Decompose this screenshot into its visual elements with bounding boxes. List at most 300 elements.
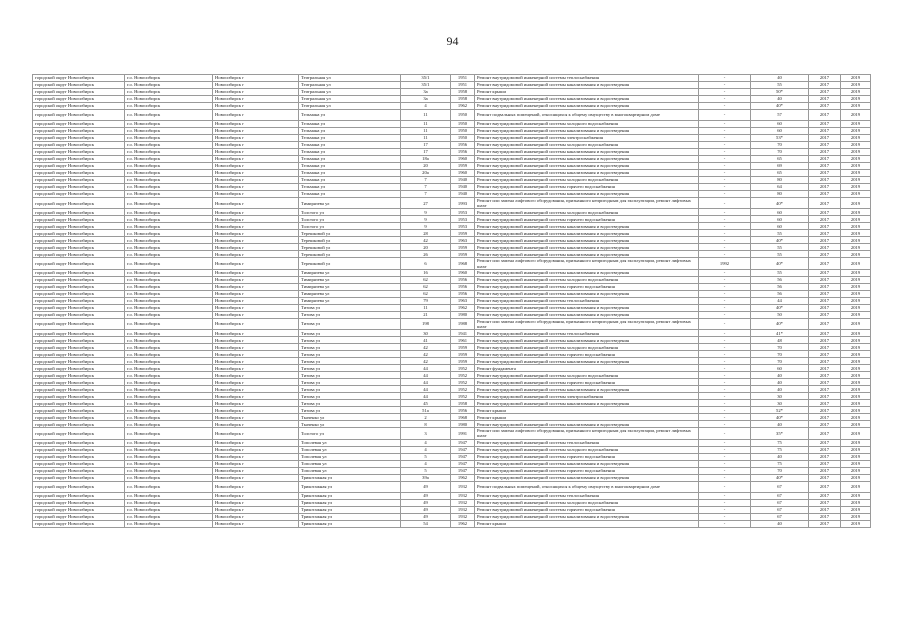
end-year-cell: 2019 bbox=[841, 297, 871, 304]
extra-year-cell: - bbox=[699, 237, 751, 244]
settlement-cell: Новосибирск г bbox=[213, 358, 299, 365]
street-cell: Титова ул bbox=[299, 304, 401, 311]
table-row bbox=[33, 453, 871, 460]
municipality-cell: городской округ Новосибирск bbox=[33, 330, 125, 337]
city-cell: г.о. Новосибирск bbox=[125, 184, 213, 191]
table-row bbox=[33, 156, 871, 163]
build-year-cell: 1993 bbox=[451, 198, 475, 209]
cost-cell: 60 bbox=[751, 128, 809, 135]
house-number-cell: 9 bbox=[401, 209, 451, 216]
street-cell: Ткаченко ул bbox=[299, 421, 401, 428]
work-type-cell: Ремонт внутридомовой инженерной системы горячего водоснабжения bbox=[475, 453, 699, 460]
table-row bbox=[33, 481, 871, 492]
table-body bbox=[33, 75, 871, 528]
municipality-cell: городской округ Новосибирск bbox=[33, 216, 125, 223]
city-cell: г.о. Новосибирск bbox=[125, 258, 213, 269]
settlement-cell: Новосибирск г bbox=[213, 446, 299, 453]
settlement-cell: Новосибирск г bbox=[213, 304, 299, 311]
house-number-cell: 3 bbox=[401, 428, 451, 439]
end-year-cell: 2019 bbox=[841, 103, 871, 110]
city-cell: г.о. Новосибирск bbox=[125, 506, 213, 513]
end-year-cell: 2019 bbox=[841, 75, 871, 82]
work-type-cell: Ремонт крыши bbox=[475, 407, 699, 414]
cost-cell: 60 bbox=[751, 209, 809, 216]
table-row bbox=[33, 379, 871, 386]
work-type-cell: Ремонт крыши bbox=[475, 89, 699, 96]
table-row bbox=[33, 330, 871, 337]
settlement-cell: Новосибирск г bbox=[213, 379, 299, 386]
start-year-cell: 2017 bbox=[809, 209, 841, 216]
settlement-cell: Новосибирск г bbox=[213, 481, 299, 492]
work-type-cell: Ремонт внутридомовой инженерной системы электроснабжения bbox=[475, 135, 699, 142]
extra-year-cell: - bbox=[699, 513, 751, 520]
house-number-cell: 9 bbox=[401, 216, 451, 223]
municipality-cell: городской округ Новосибирск bbox=[33, 244, 125, 251]
cost-cell: 67 bbox=[751, 492, 809, 499]
city-cell: г.о. Новосибирск bbox=[125, 209, 213, 216]
extra-year-cell: - bbox=[699, 251, 751, 258]
end-year-cell: 2019 bbox=[841, 446, 871, 453]
extra-year-cell: - bbox=[699, 337, 751, 344]
settlement-cell: Новосибирск г bbox=[213, 365, 299, 372]
settlement-cell: Новосибирск г bbox=[213, 421, 299, 428]
work-type-cell: Ремонт внутридомовой инженерной системы холодного водоснабжения bbox=[475, 121, 699, 128]
municipality-cell: городской округ Новосибирск bbox=[33, 290, 125, 297]
end-year-cell: 2019 bbox=[841, 365, 871, 372]
municipality-cell: городской округ Новосибирск bbox=[33, 89, 125, 96]
city-cell: г.о. Новосибирск bbox=[125, 290, 213, 297]
settlement-cell: Новосибирск г bbox=[213, 184, 299, 191]
start-year-cell: 2017 bbox=[809, 379, 841, 386]
settlement-cell: Новосибирск г bbox=[213, 89, 299, 96]
extra-year-cell: - bbox=[699, 184, 751, 191]
settlement-cell: Новосибирск г bbox=[213, 237, 299, 244]
street-cell: Тимирязева ул bbox=[299, 290, 401, 297]
build-year-cell: 1950 bbox=[451, 128, 475, 135]
build-year-cell: 1953 bbox=[451, 216, 475, 223]
extra-year-cell: - bbox=[699, 82, 751, 89]
street-cell: Тимирязева ул bbox=[299, 276, 401, 283]
cost-cell: 40 bbox=[751, 520, 809, 527]
street-cell: Титова ул bbox=[299, 386, 401, 393]
build-year-cell: 1940 bbox=[451, 184, 475, 191]
house-number-cell: 11 bbox=[401, 135, 451, 142]
municipality-cell: городской округ Новосибирск bbox=[33, 474, 125, 481]
build-year-cell: 1968 bbox=[451, 258, 475, 269]
extra-year-cell: - bbox=[699, 191, 751, 198]
street-cell: Титова ул bbox=[299, 330, 401, 337]
municipality-cell: городской округ Новосибирск bbox=[33, 506, 125, 513]
start-year-cell: 2017 bbox=[809, 128, 841, 135]
build-year-cell: 1956 bbox=[451, 407, 475, 414]
cost-cell: 67 bbox=[751, 499, 809, 506]
street-cell: Театральная ул bbox=[299, 96, 401, 103]
build-year-cell: 1960 bbox=[451, 156, 475, 163]
municipality-cell: городской округ Новосибирск bbox=[33, 75, 125, 82]
settlement-cell: Новосибирск г bbox=[213, 460, 299, 467]
start-year-cell: 2017 bbox=[809, 96, 841, 103]
cost-cell: 40 bbox=[751, 372, 809, 379]
street-cell: Тополевая ул bbox=[299, 460, 401, 467]
table-row bbox=[33, 344, 871, 351]
street-cell: Толстого ул bbox=[299, 209, 401, 216]
work-type-cell: Ремонт внутридомовой инженерной системы канализования и водоотведения bbox=[475, 170, 699, 177]
settlement-cell: Новосибирск г bbox=[213, 96, 299, 103]
settlement-cell: Новосибирск г bbox=[213, 453, 299, 460]
end-year-cell: 2019 bbox=[841, 304, 871, 311]
municipality-cell: городской округ Новосибирск bbox=[33, 400, 125, 407]
table-row bbox=[33, 393, 871, 400]
build-year-cell: 1956 bbox=[451, 149, 475, 156]
city-cell: г.о. Новосибирск bbox=[125, 304, 213, 311]
city-cell: г.о. Новосибирск bbox=[125, 170, 213, 177]
house-number-cell: 16 bbox=[401, 269, 451, 276]
house-number-cell: 27 bbox=[401, 198, 451, 209]
build-year-cell: 1960 bbox=[451, 170, 475, 177]
work-type-cell: Ремонт внутридомовой инженерной системы холодного водоснабжения bbox=[475, 372, 699, 379]
street-cell: Толстого ул bbox=[299, 216, 401, 223]
work-type-cell: Ремонт внутридомовой инженерной системы канализования и водоотведения bbox=[475, 244, 699, 251]
work-type-cell: Ремонт внутридомовой инженерной системы канализования и водоотведения bbox=[475, 290, 699, 297]
municipality-cell: городской округ Новосибирск bbox=[33, 311, 125, 318]
settlement-cell: Новосибирск г bbox=[213, 135, 299, 142]
extra-year-cell: - bbox=[699, 223, 751, 230]
extra-year-cell: - bbox=[699, 75, 751, 82]
work-type-cell: Ремонт подвальных помещений, относящихся к общему имуществу в многоквартирном доме bbox=[475, 481, 699, 492]
city-cell: г.о. Новосибирск bbox=[125, 379, 213, 386]
start-year-cell: 2017 bbox=[809, 446, 841, 453]
extra-year-cell: - bbox=[699, 474, 751, 481]
start-year-cell: 2017 bbox=[809, 177, 841, 184]
end-year-cell: 2019 bbox=[841, 379, 871, 386]
end-year-cell: 2019 bbox=[841, 156, 871, 163]
street-cell: Тельмана ул bbox=[299, 149, 401, 156]
extra-year-cell: - bbox=[699, 283, 751, 290]
street-cell: Титова ул bbox=[299, 400, 401, 407]
build-year-cell: 1963 bbox=[451, 237, 475, 244]
end-year-cell: 2019 bbox=[841, 96, 871, 103]
work-type-cell: Ремонт внутридомовой инженерной системы холодного водоснабжения bbox=[475, 177, 699, 184]
table-row bbox=[33, 82, 871, 89]
municipality-cell: городской округ Новосибирск bbox=[33, 351, 125, 358]
street-cell: Тельмана ул bbox=[299, 121, 401, 128]
build-year-cell: 1953 bbox=[451, 223, 475, 230]
cost-cell: 50 bbox=[751, 311, 809, 318]
settlement-cell: Новосибирск г bbox=[213, 492, 299, 499]
extra-year-cell: - bbox=[699, 170, 751, 177]
start-year-cell: 2017 bbox=[809, 428, 841, 439]
street-cell: Терешковой ул bbox=[299, 230, 401, 237]
work-type-cell: Ремонт внутридомовой инженерной системы теплоснабжения bbox=[475, 439, 699, 446]
house-number-cell: 30 bbox=[401, 330, 451, 337]
table-row bbox=[33, 216, 871, 223]
city-cell: г.о. Новосибирск bbox=[125, 400, 213, 407]
table-row bbox=[33, 365, 871, 372]
house-number-cell: 11 bbox=[401, 121, 451, 128]
house-number-cell: 17 bbox=[401, 142, 451, 149]
table-row bbox=[33, 121, 871, 128]
house-number-cell: 44 bbox=[401, 379, 451, 386]
end-year-cell: 2019 bbox=[841, 135, 871, 142]
build-year-cell: 1941 bbox=[451, 330, 475, 337]
work-type-cell: Ремонт внутридомовой инженерной системы канализования и водоотведения bbox=[475, 103, 699, 110]
house-number-cell: 44 bbox=[401, 393, 451, 400]
municipality-cell: городской округ Новосибирск bbox=[33, 177, 125, 184]
extra-year-cell: - bbox=[699, 128, 751, 135]
cost-cell: 50* bbox=[751, 89, 809, 96]
build-year-cell: 1932 bbox=[451, 499, 475, 506]
cost-cell: 67 bbox=[751, 513, 809, 520]
municipality-cell: городской округ Новосибирск bbox=[33, 481, 125, 492]
extra-year-cell: - bbox=[699, 244, 751, 251]
build-year-cell: 1950 bbox=[451, 135, 475, 142]
build-year-cell: 1958 bbox=[451, 400, 475, 407]
start-year-cell: 2017 bbox=[809, 492, 841, 499]
city-cell: г.о. Новосибирск bbox=[125, 156, 213, 163]
start-year-cell: 2017 bbox=[809, 304, 841, 311]
table-row bbox=[33, 421, 871, 428]
street-cell: Терешковой ул bbox=[299, 258, 401, 269]
city-cell: г.о. Новосибирск bbox=[125, 230, 213, 237]
street-cell: Тельмана ул bbox=[299, 170, 401, 177]
municipality-cell: городской округ Новосибирск bbox=[33, 110, 125, 121]
end-year-cell: 2019 bbox=[841, 414, 871, 421]
house-number-cell: 49 bbox=[401, 492, 451, 499]
street-cell: Титова ул bbox=[299, 318, 401, 329]
end-year-cell: 2019 bbox=[841, 82, 871, 89]
extra-year-cell: - bbox=[699, 297, 751, 304]
end-year-cell: 2019 bbox=[841, 439, 871, 446]
table-row bbox=[33, 283, 871, 290]
city-cell: г.о. Новосибирск bbox=[125, 492, 213, 499]
settlement-cell: Новосибирск г bbox=[213, 121, 299, 128]
cost-cell: 60 bbox=[751, 216, 809, 223]
table-row bbox=[33, 372, 871, 379]
house-number-cell: 49 bbox=[401, 506, 451, 513]
municipality-cell: городской округ Новосибирск bbox=[33, 121, 125, 128]
cost-cell: 40* bbox=[751, 318, 809, 329]
municipality-cell: городской округ Новосибирск bbox=[33, 276, 125, 283]
start-year-cell: 2017 bbox=[809, 481, 841, 492]
build-year-cell: 1962 bbox=[451, 520, 475, 527]
municipality-cell: городской округ Новосибирск bbox=[33, 223, 125, 230]
start-year-cell: 2017 bbox=[809, 453, 841, 460]
cost-cell: 75 bbox=[751, 460, 809, 467]
work-type-cell: Ремонт внутридомовой инженерной системы канализования и водоотведения bbox=[475, 82, 699, 89]
extra-year-cell: - bbox=[699, 276, 751, 283]
work-type-cell: Ремонт внутридомовой инженерной системы канализования и водоотведения bbox=[475, 474, 699, 481]
house-number-cell: 11 bbox=[401, 304, 451, 311]
start-year-cell: 2017 bbox=[809, 337, 841, 344]
house-number-cell: 35/1 bbox=[401, 82, 451, 89]
work-type-cell: Ремонт внутридомовой инженерной системы канализования и водоотведения bbox=[475, 400, 699, 407]
work-type-cell: Ремонт внутридомовой инженерной системы горячего водоснабжения bbox=[475, 216, 699, 223]
settlement-cell: Новосибирск г bbox=[213, 393, 299, 400]
build-year-cell: 1932 bbox=[451, 481, 475, 492]
extra-year-cell: - bbox=[699, 372, 751, 379]
municipality-cell: городской округ Новосибирск bbox=[33, 251, 125, 258]
table-row bbox=[33, 177, 871, 184]
street-cell: Тимирязева ул bbox=[299, 297, 401, 304]
house-number-cell: 28 bbox=[401, 230, 451, 237]
work-type-cell: Ремонт крыши bbox=[475, 520, 699, 527]
end-year-cell: 2019 bbox=[841, 276, 871, 283]
cost-cell: 55 bbox=[751, 230, 809, 237]
city-cell: г.о. Новосибирск bbox=[125, 520, 213, 527]
street-cell: Титова ул bbox=[299, 311, 401, 318]
house-number-cell: 42 bbox=[401, 358, 451, 365]
city-cell: г.о. Новосибирск bbox=[125, 269, 213, 276]
table-row bbox=[33, 311, 871, 318]
table-row bbox=[33, 244, 871, 251]
house-number-cell: 4 bbox=[401, 460, 451, 467]
street-cell: Тополевая ул bbox=[299, 453, 401, 460]
settlement-cell: Новосибирск г bbox=[213, 198, 299, 209]
house-number-cell: 21 bbox=[401, 311, 451, 318]
table-row bbox=[33, 75, 871, 82]
municipality-cell: городской округ Новосибирск bbox=[33, 184, 125, 191]
street-cell: Тельмана ул bbox=[299, 156, 401, 163]
settlement-cell: Новосибирск г bbox=[213, 276, 299, 283]
end-year-cell: 2019 bbox=[841, 269, 871, 276]
street-cell: Тополевая ул bbox=[299, 467, 401, 474]
cost-cell: 80 bbox=[751, 191, 809, 198]
municipality-cell: городской округ Новосибирск bbox=[33, 318, 125, 329]
municipality-cell: городской округ Новосибирск bbox=[33, 421, 125, 428]
settlement-cell: Новосибирск г bbox=[213, 499, 299, 506]
table-row bbox=[33, 223, 871, 230]
extra-year-cell: - bbox=[699, 304, 751, 311]
city-cell: г.о. Новосибирск bbox=[125, 330, 213, 337]
start-year-cell: 2017 bbox=[809, 386, 841, 393]
city-cell: г.о. Новосибирск bbox=[125, 481, 213, 492]
table-row bbox=[33, 520, 871, 527]
city-cell: г.о. Новосибирск bbox=[125, 428, 213, 439]
build-year-cell: 1988 bbox=[451, 318, 475, 329]
cost-cell: 48 bbox=[751, 337, 809, 344]
street-cell: Терешковой ул bbox=[299, 237, 401, 244]
extra-year-cell: - bbox=[699, 400, 751, 407]
work-type-cell: Ремонт внутридомовой инженерной системы канализования и водоотведения bbox=[475, 337, 699, 344]
extra-year-cell: - bbox=[699, 414, 751, 421]
city-cell: г.о. Новосибирск bbox=[125, 467, 213, 474]
work-type-cell: Ремонт или замена лифтового оборудования, признанного непригодным для эксплуатации, ремонт лифтовых шахт bbox=[475, 318, 699, 329]
municipality-cell: городской округ Новосибирск bbox=[33, 237, 125, 244]
municipality-cell: городской округ Новосибирск bbox=[33, 337, 125, 344]
municipality-cell: городской округ Новосибирск bbox=[33, 467, 125, 474]
build-year-cell: 1959 bbox=[451, 344, 475, 351]
extra-year-cell: - bbox=[699, 330, 751, 337]
house-number-cell: 26 bbox=[401, 251, 451, 258]
table-row bbox=[33, 407, 871, 414]
settlement-cell: Новосибирск г bbox=[213, 177, 299, 184]
build-year-cell: 1952 bbox=[451, 393, 475, 400]
street-cell: Тимирязева ул bbox=[299, 283, 401, 290]
work-type-cell: Ремонт внутридомовой инженерной системы канализования и водоотведения bbox=[475, 513, 699, 520]
cost-cell: 40 bbox=[751, 379, 809, 386]
build-year-cell: 1956 bbox=[451, 290, 475, 297]
house-number-cell: 4 bbox=[401, 103, 451, 110]
table-row bbox=[33, 142, 871, 149]
build-year-cell: 1962 bbox=[451, 474, 475, 481]
end-year-cell: 2019 bbox=[841, 128, 871, 135]
work-type-cell: Ремонт внутридомовой инженерной системы горячего водоснабжения bbox=[475, 283, 699, 290]
start-year-cell: 2017 bbox=[809, 276, 841, 283]
end-year-cell: 2019 bbox=[841, 520, 871, 527]
extra-year-cell: - bbox=[699, 142, 751, 149]
street-cell: Трикотажная ул bbox=[299, 474, 401, 481]
work-type-cell: Ремонт внутридомовой инженерной системы канализования и водоотведения bbox=[475, 421, 699, 428]
house-number-cell: 4 bbox=[401, 446, 451, 453]
extra-year-cell: - bbox=[699, 453, 751, 460]
build-year-cell: 1956 bbox=[451, 142, 475, 149]
cost-cell: 70 bbox=[751, 142, 809, 149]
end-year-cell: 2019 bbox=[841, 184, 871, 191]
start-year-cell: 2017 bbox=[809, 506, 841, 513]
municipality-cell: городской округ Новосибирск bbox=[33, 520, 125, 527]
municipality-cell: городской округ Новосибирск bbox=[33, 142, 125, 149]
work-type-cell: Ремонт внутридомовой инженерной системы теплоснабжения bbox=[475, 492, 699, 499]
work-type-cell: Ремонт внутридомовой инженерной системы горячего водоснабжения bbox=[475, 184, 699, 191]
work-type-cell: Ремонт или замена лифтового оборудования, признанного непригодным для эксплуатации, ремонт лифтовых шахт bbox=[475, 428, 699, 439]
extra-year-cell: - bbox=[699, 177, 751, 184]
build-year-cell: 1962 bbox=[451, 304, 475, 311]
house-number-cell: 5 bbox=[401, 467, 451, 474]
street-cell: Терешковой ул bbox=[299, 244, 401, 251]
extra-year-cell: - bbox=[699, 103, 751, 110]
city-cell: г.о. Новосибирск bbox=[125, 135, 213, 142]
end-year-cell: 2019 bbox=[841, 499, 871, 506]
city-cell: г.о. Новосибирск bbox=[125, 75, 213, 82]
work-type-cell: Ремонт внутридомовой инженерной системы холодного водоснабжения bbox=[475, 344, 699, 351]
start-year-cell: 2017 bbox=[809, 467, 841, 474]
city-cell: г.о. Новосибирск bbox=[125, 283, 213, 290]
municipality-cell: городской округ Новосибирск bbox=[33, 386, 125, 393]
cost-cell: 35* bbox=[751, 428, 809, 439]
street-cell: Титова ул bbox=[299, 337, 401, 344]
house-number-cell: 49 bbox=[401, 513, 451, 520]
street-cell: Театральная ул bbox=[299, 82, 401, 89]
house-number-cell: 20 bbox=[401, 163, 451, 170]
build-year-cell: 1932 bbox=[451, 513, 475, 520]
extra-year-cell: - bbox=[699, 407, 751, 414]
cost-cell: 60 bbox=[751, 223, 809, 230]
house-number-cell: 44 bbox=[401, 372, 451, 379]
work-type-cell: Ремонт внутридомовой инженерной системы холодного водоснабжения bbox=[475, 446, 699, 453]
end-year-cell: 2019 bbox=[841, 351, 871, 358]
extra-year-cell: - bbox=[699, 421, 751, 428]
build-year-cell: 1980 bbox=[451, 421, 475, 428]
cost-cell: 60 bbox=[751, 121, 809, 128]
start-year-cell: 2017 bbox=[809, 499, 841, 506]
start-year-cell: 2017 bbox=[809, 520, 841, 527]
house-number-cell: 49 bbox=[401, 481, 451, 492]
start-year-cell: 2017 bbox=[809, 82, 841, 89]
work-type-cell: Ремонт внутридомовой инженерной системы канализования и водоотведения bbox=[475, 163, 699, 170]
table-row bbox=[33, 318, 871, 329]
municipality-cell: городской округ Новосибирск bbox=[33, 344, 125, 351]
cost-cell: 40* bbox=[751, 258, 809, 269]
table-row bbox=[33, 191, 871, 198]
build-year-cell: 1968 bbox=[451, 414, 475, 421]
settlement-cell: Новосибирск г bbox=[213, 156, 299, 163]
city-cell: г.о. Новосибирск bbox=[125, 474, 213, 481]
build-year-cell: 1959 bbox=[451, 351, 475, 358]
work-type-cell: Ремонт внутридомовой инженерной системы канализования и водоотведения bbox=[475, 230, 699, 237]
cost-cell: 80 bbox=[751, 177, 809, 184]
end-year-cell: 2019 bbox=[841, 400, 871, 407]
settlement-cell: Новосибирск г bbox=[213, 149, 299, 156]
